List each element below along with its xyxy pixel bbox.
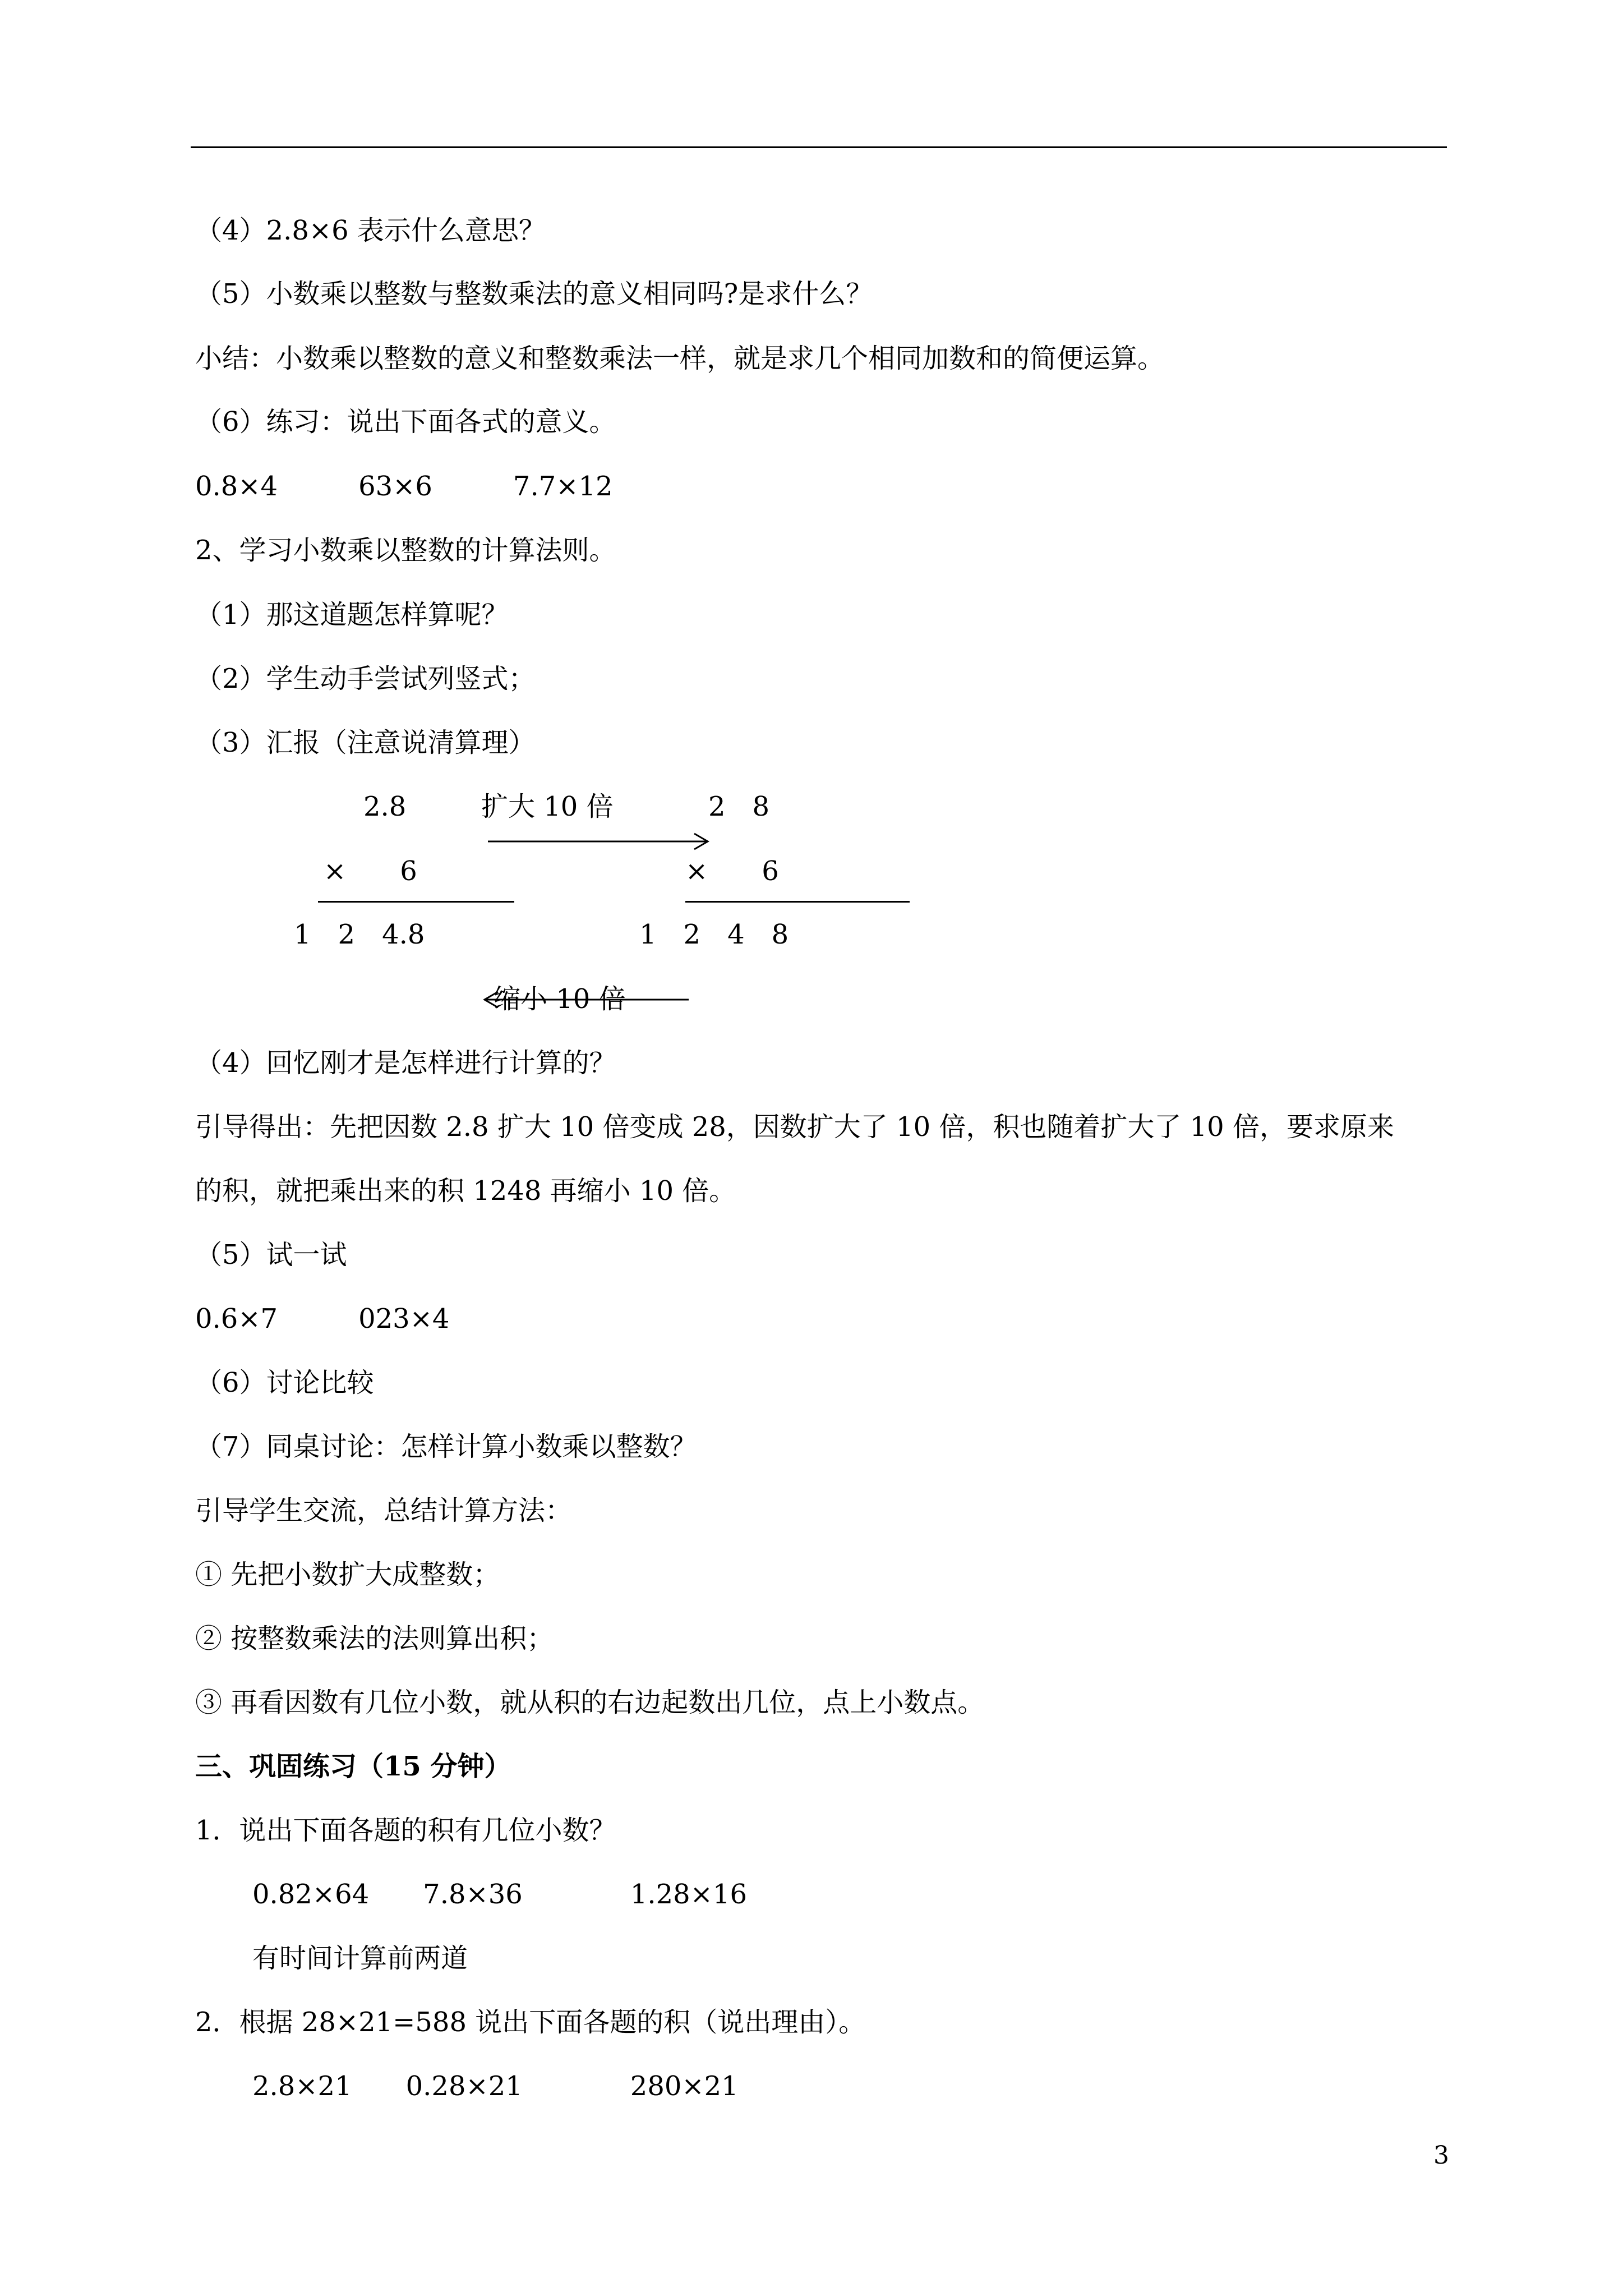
exercise-line: 2.8×21 0.28×21 280×21	[252, 2070, 739, 2102]
expand-arrow	[488, 830, 712, 853]
exercise-line: 0.82×64 7.8×36 1.28×16	[252, 1879, 747, 1910]
text-line: （3）汇报（注意说清算理）	[195, 727, 536, 758]
section-heading: 三、巩固练习（15 分钟）	[195, 1751, 511, 1782]
text-line: 2．根据 28×21=588 说出下面各题的积（说出理由）。	[195, 2007, 866, 2038]
text-line: （5）小数乘以整数与整数乘法的意义相同吗?是求什么？	[195, 278, 873, 310]
text-line: （5）试一试	[195, 1239, 347, 1271]
text-line: 2、学习小数乘以整数的计算法则。	[195, 535, 616, 566]
summary-line: 小结：小数乘以整数的意义和整数乘法一样，就是求几个相同加数和的简便运算。	[195, 343, 1165, 374]
text-line: 的积，就把乘出来的积 1248 再缩小 10 倍。	[195, 1175, 736, 1207]
text-line: （6）讨论比较	[195, 1367, 374, 1398]
left-product: 1 2 4.8	[294, 919, 425, 950]
left-multiplier: × 6	[324, 855, 417, 887]
text-line: （4）回忆刚才是怎样进行计算的？	[195, 1047, 616, 1079]
text-line: （2）学生动手尝试列竖式；	[195, 663, 536, 694]
text-line: （7）同桌讨论：怎样计算小数乘以整数？	[195, 1431, 697, 1462]
right-product: 1 2 4 8	[639, 919, 789, 950]
header-rule	[191, 146, 1447, 148]
right-result-rule	[685, 901, 910, 903]
exercise-line: 0.8×4 63×6 7.7×12	[195, 471, 613, 502]
method-step: ② 按整数乘法的法则算出积；	[195, 1623, 554, 1654]
shrink-label: 缩小 10 倍	[494, 983, 626, 1015]
text-line: （4）2.8×6 表示什么意思？	[195, 215, 546, 246]
left-result-rule	[318, 901, 514, 903]
text-line: 1．说出下面各题的积有几位小数？	[195, 1815, 616, 1846]
left-top-factor: 2.8	[363, 791, 407, 822]
method-step: ③ 再看因数有几位小数，就从积的右边起数出几位，点上小数点。	[195, 1687, 985, 1718]
text-line: 有时间计算前两道	[252, 1943, 468, 1974]
text-line: 引导得出：先把因数 2.8 扩大 10 倍变成 28，因数扩大了 10 倍，积也随着扩大了 10 倍，要求原来	[195, 1111, 1394, 1143]
expand-label: 扩大 10 倍	[481, 791, 614, 822]
page-number: 3	[1433, 2141, 1449, 2170]
exercise-line: 0.6×7 023×4	[195, 1303, 450, 1335]
text-line: 引导学生交流，总结计算方法：	[195, 1495, 573, 1526]
right-top-factor: 2 8	[708, 791, 770, 822]
shrink-arrow	[483, 988, 691, 1011]
method-step: ① 先把小数扩大成整数；	[195, 1559, 500, 1590]
text-line: （6）练习：说出下面各式的意义。	[195, 406, 616, 438]
right-multiplier: × 6	[685, 855, 779, 887]
text-line: （1）那这道题怎样算呢？	[195, 599, 509, 631]
